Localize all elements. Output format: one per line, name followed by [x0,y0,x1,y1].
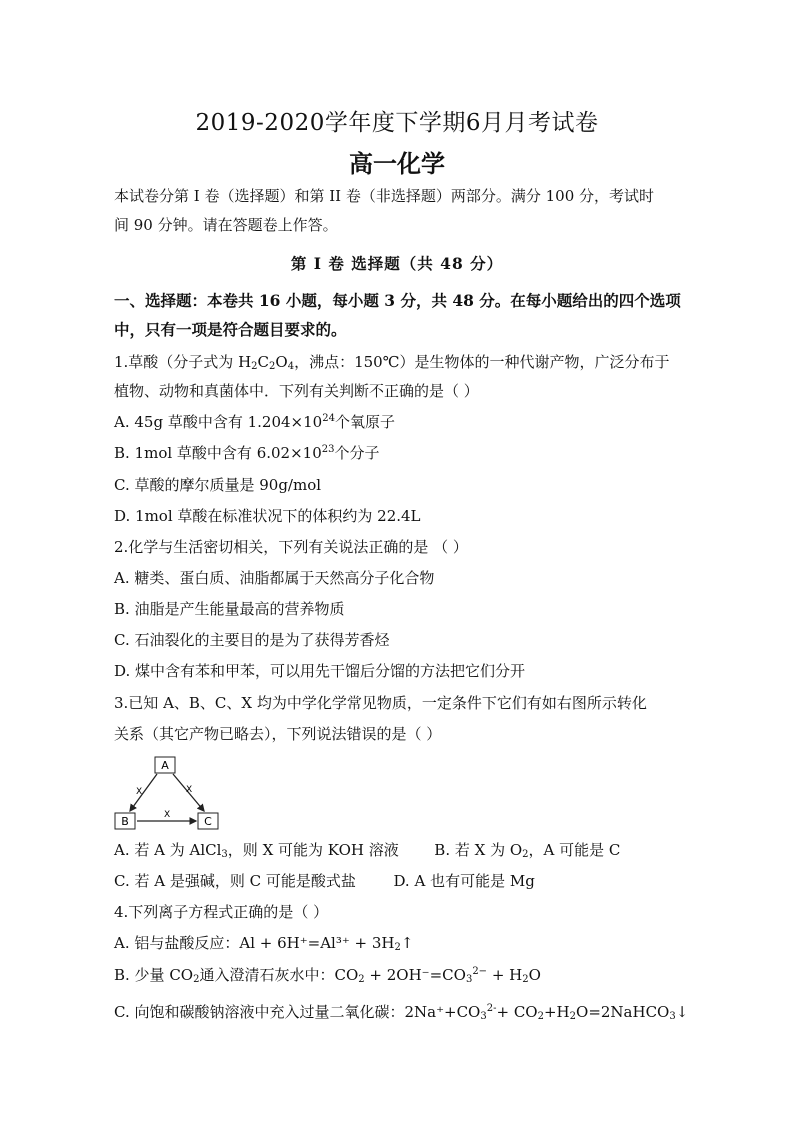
q4-b-part3: + H [487,966,523,984]
q2-option-b: B. 油脂是产生能量最高的营养物质 [114,600,345,618]
q4-c-text: C. 向饱和碳酸钠溶液中充入过量二氧化碳：2Na⁺+CO [114,1003,481,1021]
diagram-edge-label-bottom: X [164,810,171,820]
q2-stem: 2.化学与生活密切相关，下列有关说法正确的是 （ ） [114,538,468,556]
q3-option-b: B. 若 X 为 $O_2$，A 可能是 C [434,841,621,860]
q2-option-a: A. 糖类、蛋白质、油脂都属于天然高分子化合物 [114,569,435,587]
q4-a-tail: ↑ [400,934,414,952]
diagram-arrow-a-to-b [130,774,157,811]
q1-option-a [114,412,684,432]
section-title: 第 I 卷 选择题（共 48 分） [290,254,504,273]
q1-stem-suffix: ，沸点：150℃）是生物体的一种代谢产物，广泛分布于 [294,353,670,371]
q4-b-text: B. 少量 CO [114,966,194,984]
q1-stem-line-1: 1.草酸（分子式为 $H_2C_2O_4$，沸点：150℃）是生物体的一种代谢产物，广泛分布于 [114,353,670,372]
exam-subject: 高一化学 [349,149,445,178]
diagram-edge-label-right: X [186,785,193,795]
q3-stem-line-1: 3.已知 A、B、C、X 均为中学化学常见物质，一定条件下它们有如右图所示转化 [114,694,647,712]
q4-option-b: B. 少量 $CO_2$通入澄清石灰水中：$CO_2 + 2OH^-=CO_3^{2-} + H_2O$ [114,966,541,985]
diagram-node-b-label: B [121,815,129,828]
q1-option-b [114,443,684,463]
q3-transformation-diagram [112,754,222,832]
q4-c-part2: +H [543,1003,570,1021]
q1-b-tail: 个分子 [334,444,380,462]
q3-options-ab [114,840,684,860]
q3-option-a: A. 若 A 为 AlCl$_3$，则 X 可能为 KOH 溶液 [114,841,399,860]
q1-b-text: B. 1mol 草酸中含有 6.02×10 [114,444,322,462]
q4-c-part1: + CO [496,1003,538,1021]
q4-stem: 4.下列离子方程式正确的是（ ） [114,903,329,921]
q1-option-c: C. 草酸的摩尔质量是 90g/mol [114,476,322,494]
q4-a-text: A. 铝与盐酸反应：Al + 6H⁺=Al³⁺ + 3H [114,934,395,952]
q4-c-part3: O=2NaHCO [576,1003,670,1021]
q1-stem-prefix: 1.草酸（分子式为 H [114,353,252,371]
section-instruction-1: 一、选择题：本卷共 16 小题，每小题 3 分，共 48 分。在每小题给出的四个选项 [114,291,681,310]
q3-b-text: B. 若 X 为 O [434,841,523,859]
q3-option-c: C. 若 A 是强碱，则 C 可能是酸式盐 [114,872,356,890]
q3-a-text: A. 若 A 为 AlCl [114,841,222,859]
exam-title: 2019-2020学年度下学期6月月考试卷 [195,110,599,136]
section-instruction-2: 中，只有一项是符合题目要求的。 [114,320,347,339]
q3-a-tail: ，则 X 可能为 KOH 溶液 [227,841,399,859]
q4-b-tail: O [528,966,541,984]
q1-b-exponent: 23 [321,444,335,455]
diagram-node-c-label: C [204,815,212,828]
q4-b-part1: 通入澄清石灰水中：CO [199,966,359,984]
intro-line-2: 间 90 分钟。请在答题卷上作答。 [114,216,338,234]
q3-stem-line-2: 关系（其它产物已略去），下列说法错误的是（ ） [114,725,442,743]
diagram-edge-label-left: X [136,787,143,797]
q2-option-d: D. 煤中含有苯和甲苯，可以用先干馏后分馏的方法把它们分开 [114,662,526,680]
q1-option-d: D. 1mol 草酸在标准状况下的体积约为 22.4L [114,507,421,525]
q1-stem-line-2: 植物、动物和真菌体中．下列有关判断不正确的是（ ） [114,382,479,400]
q3-options-cd [114,871,684,891]
q3-b-tail: ，A 可能是 C [528,841,621,859]
q4-b-part2: + 2OH⁻=CO [364,966,466,984]
intro-line-1: 本试卷分第 I 卷（选择题）和第 II 卷（非选择题）两部分。满分 100 分，考试时 [114,187,655,205]
q3-option-d: D. A 也有可能是 Mg [393,872,535,890]
q4-c-tail: ↓ [675,1003,689,1021]
q1-a-tail: 个氧原子 [334,413,395,431]
diagram-node-a-label: A [161,759,169,772]
q1-a-exponent: 24 [322,413,335,424]
q4-option-c: C. 向饱和碳酸钠溶液中充入过量二氧化碳：$2Na^++CO_3^{2-}+$ $CO_2+H_2O=2NaHCO_3↓$ [114,1003,689,1022]
q4-option-a: A. 铝与盐酸反应：$Al + 6H^+=Al^{3+} + 3H_2↑$ [114,934,414,953]
q1-a-text: A. 45g 草酸中含有 1.204×10 [114,413,323,431]
q2-option-c: C. 石油裂化的主要目的是为了获得芳香烃 [114,631,390,649]
